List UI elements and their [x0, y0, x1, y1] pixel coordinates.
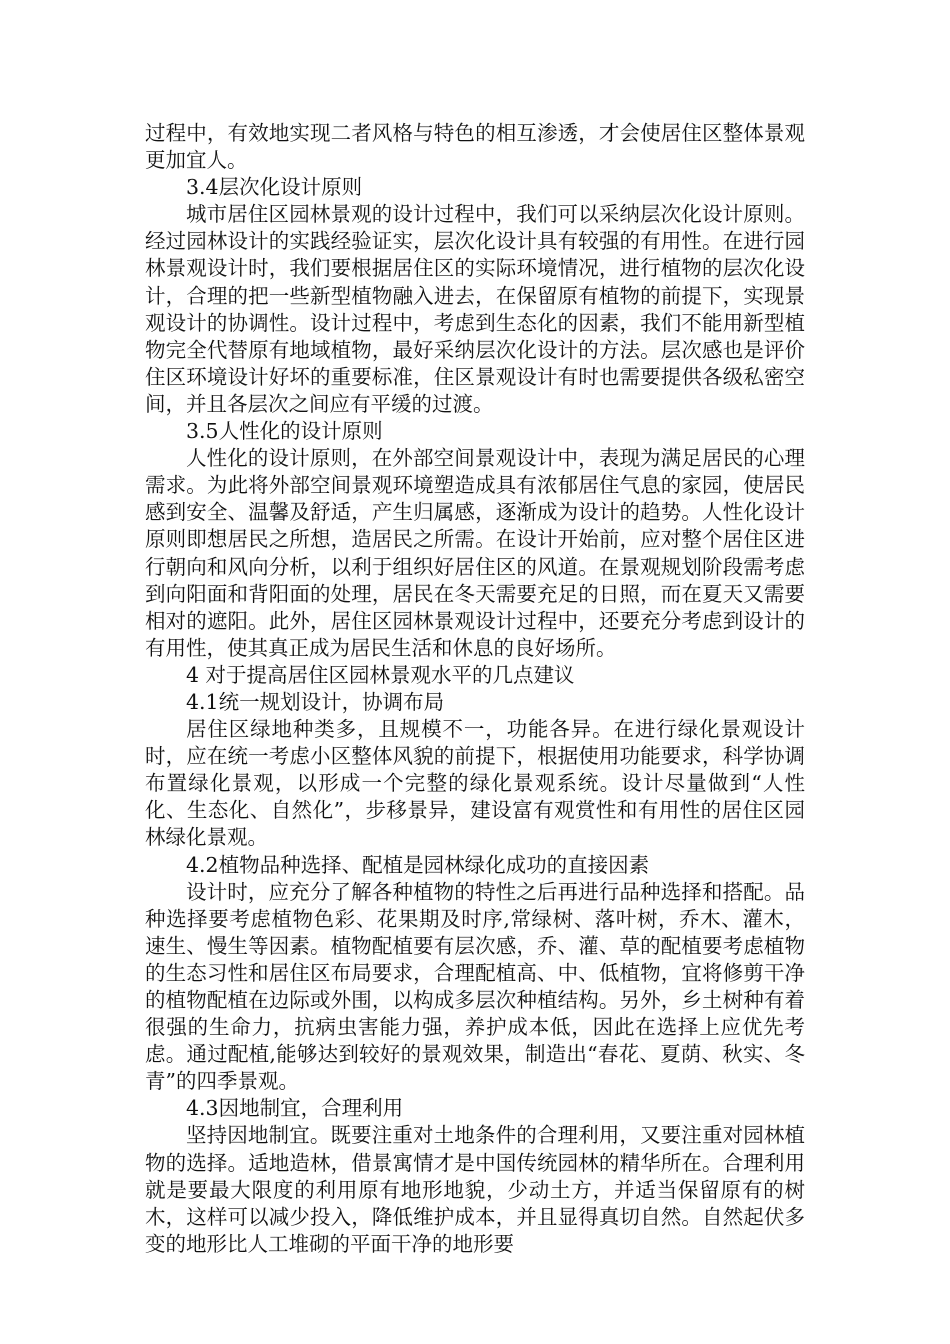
section-heading-4-2: 4.2植物品种选择、配植是园林绿化成功的直接因素: [186, 852, 650, 877]
paragraph-3-4: 城市居住区园林景观的设计过程中，我们可以采纳层次化设计原则。经过园林设计的实践经验证实，层次化设计具有较强的有用性。在进行园林景观设计时，我们要根据居住区的实际环境情况，进行植物的层次化设计，合理的把一些新型植物融入进去，在保留原有植物的前提下，实现景观设计的协调性。设计过程中，考虑到生态化的因素，我们不能用新型植物完全代替原有地域植物，最好采纳层次化设计的方法。层次感也是评价住区环境设计好坏的重要标准，住区景观设计有时也需要提供各级私密空间，并且各层次之间应有平缓的过渡。: [145, 202, 805, 416]
paragraph-continuation: 过程中，有效地实现二者风格与特色的相互渗透，才会使居住区整体景观更加宜人。: [145, 121, 805, 173]
document-page: [145, 120, 805, 1258]
paragraph-3-5: 人性化的设计原则，在外部空间景观设计中，表现为满足居民的心理需求。为此将外部空间景观环境塑造成具有浓郁居住气息的家园，使居民感到安全、温馨及舒适，产生归属感，逐渐成为设计的趋势。人性化设计原则即想居民之所想，造居民之所需。在设计开始前，应对整个居住区进行朝向和风向分析，以利于组织好居住区的风道。在景观规划阶段需考虑到向阳面和背阳面的处理，居民在冬天需要充足的日照，而在夏天又需要相对的遮阳。此外，居住区园林景观设计过程中，还要充分考虑到设计的有用性，使其真正成为居民生活和休息的良好场所。: [145, 446, 805, 660]
section-heading-4-1: 4.1统一规划设计，协调布局: [186, 689, 445, 714]
paragraph-4-3: 坚持因地制宜。既要注重对土地条件的合理利用，又要注重对园林植物的选择。适地造林，借景寓情才是中国传统园林的精华所在。合理利用就是要最大限度的利用原有地形地貌，少动土方，并适当保留原有的树木，这样可以减少投入，降低维护成本，并且显得真切自然。自然起伏多变的地形比人工堆砌的平面干净的地形要: [145, 1123, 805, 1256]
section-heading-4-3: 4.3因地制宜，合理利用: [186, 1096, 404, 1121]
section-heading-3-5: 3.5人性化的设计原则: [186, 419, 383, 444]
section-heading-4: 4 对于提高居住区园林景观水平的几点建议: [186, 662, 575, 687]
paragraph-4-1: 居住区绿地种类多，且规模不一，功能各异。在进行绿化景观设计时，应在统一考虑小区整体风貌的前提下，根据使用功能要求，科学协调布置绿化景观，以形成一个完整的绿化景观系统。设计尽量做到“人性化、生态化、自然化”，步移景异，建设富有观赏性和有用性的居住区园林绿化景观。: [145, 717, 805, 850]
section-heading-3-4: 3.4层次化设计原则: [186, 175, 363, 200]
paragraph-4-2: 设计时，应充分了解各种植物的特性之后再进行品种选择和搭配。品种选择要考虑植物色彩、花果期及时序,常绿树、落叶树，乔木、灌木，速生、慢生等因素。植物配植要有层次感，乔、灌、草的配植要考虑植物的生态习性和居住区布局要求，合理配植高、中、低植物，宜将修剪干净的植物配植在边际或外围，以构成多层次种植结构。另外，乡土树种有着很强的生命力，抗病虫害能力强，养护成本低，因此在选择上应优先考虑。通过配植,能够达到较好的景观效果，制造出“春花、夏荫、秋实、冬青”的四季景观。: [145, 879, 805, 1094]
